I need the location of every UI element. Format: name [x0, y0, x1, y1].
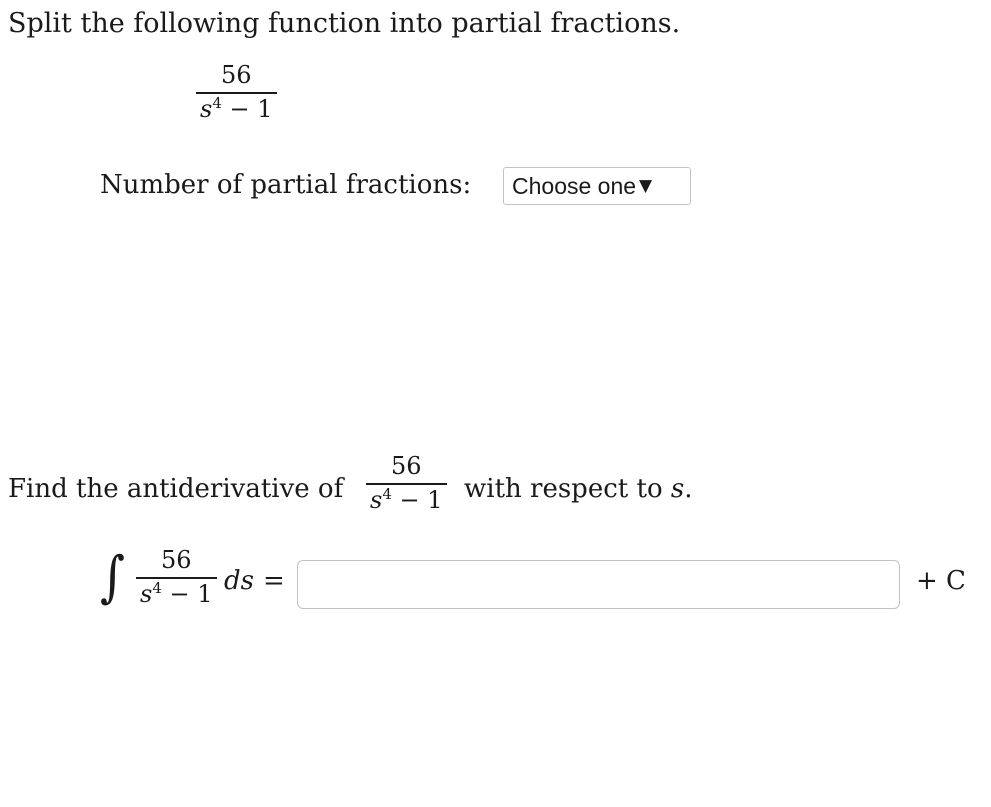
- fraction-numerator: 56: [220, 61, 252, 89]
- differential-ds: ds: [224, 566, 254, 596]
- fraction-numerator: 56: [160, 546, 192, 574]
- constant-of-integration: + C: [916, 566, 966, 596]
- antiderivative-prompt-end: with respect to s.: [464, 474, 693, 504]
- chevron-down-icon: ▼: [639, 176, 653, 196]
- fraction-denominator: $s^4 - 1$: [200, 93, 273, 123]
- integrand-fraction: [136, 548, 217, 607]
- fraction-denominator: $s^4 - 1$: [140, 578, 213, 608]
- fraction-denominator: $s^4 - 1$: [370, 484, 443, 514]
- antiderivative-prompt-start: Find the antiderivative of: [8, 474, 344, 504]
- integral-sign-icon: ∫: [100, 544, 126, 610]
- antiderivative-answer-input[interactable]: [297, 560, 900, 609]
- variable-s: s: [670, 474, 685, 504]
- equals-sign: =: [263, 566, 285, 596]
- select-value: Choose one: [512, 172, 637, 199]
- partial-fractions-count-select[interactable]: [503, 167, 691, 205]
- antiderivative-fraction: [366, 454, 447, 513]
- partial-fractions-count-label: Number of partial fractions:: [100, 170, 472, 200]
- question-prompt: Split the following function into partial fractions.: [8, 8, 681, 39]
- fraction-numerator: 56: [390, 452, 422, 480]
- function-fraction: [196, 63, 277, 122]
